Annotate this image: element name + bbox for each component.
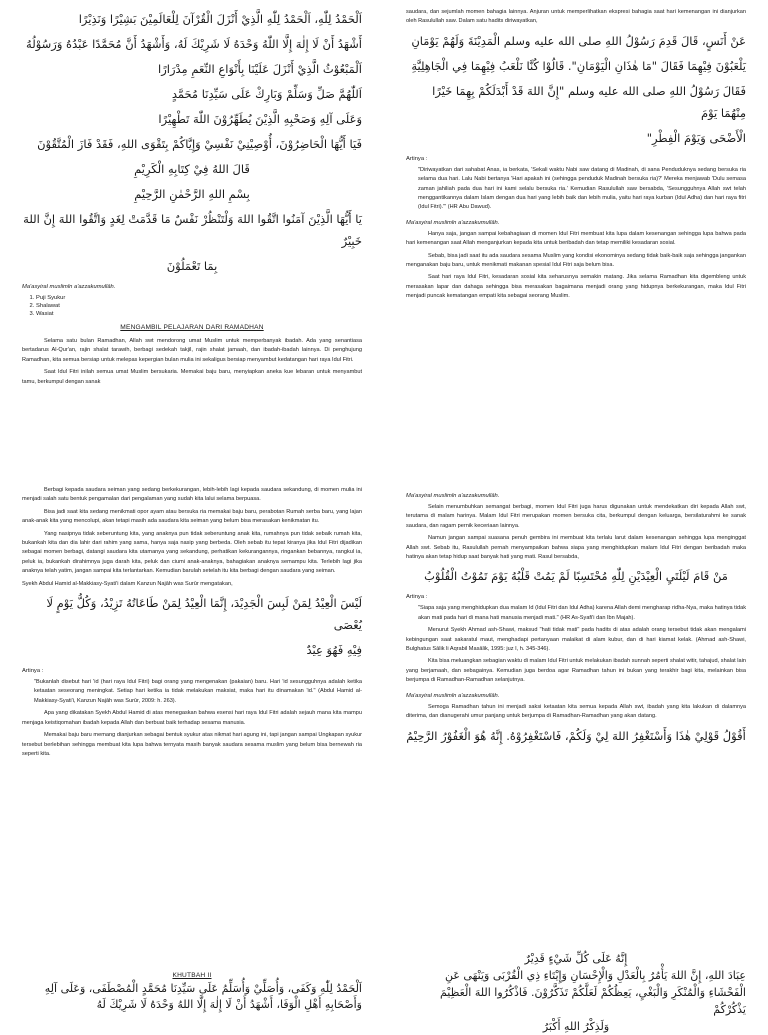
arabic-line: وَلَذِكْرُ اللهِ أَكْبَرُ bbox=[542, 1020, 610, 1033]
translation: "Bukanlah disebut hari 'id (hari raya Idul Fitri) bagi orang yang mengenakan (pakaian) baru. Hari 'id sesungguhnya adalah ketika ketaatan seseorang meningkat. Setiap hari ketika ia tidak melakukan maksiat, maka hari itu dinamakan 'id." (Abdul Hamid al-Makkiasy-Syati'i, Kanzun Najāh was Surūr, 2009: h. 263). bbox=[34, 679, 362, 704]
salutation: Ma'asyiral muslimīn a'azzakumullāh. bbox=[406, 493, 500, 499]
page-3 bbox=[0, 470, 384, 950]
arabic-line: الْفَحْشَاءِ وَالْمُنْكَرِ وَالْبَغْيِ، يَعِظُكُمْ لَعَلَّكُمْ تَذَكَّرُوْنَ. فَاذْكُرُوا اللهَ الْعَظِيْمَ يَذْكُرْكُمْ bbox=[439, 986, 746, 1016]
arabic-line: عِبَادَ اللهِ، إِنَّ اللهَ يَأْمُرُ بِالْعَدْلِ وَالْإِحْسَانِ وَإِيْتَاءِ ذِي الْقُرْبَى وَيَنْهَى عَنِ bbox=[445, 969, 746, 982]
arabic-line: بِمَا تَعْمَلُوْنَ bbox=[166, 259, 218, 273]
paragraph: Yang nasipnya tidak seberuntung kita, yang anaknya pun tidak seberuntung anak kita, rumahnya pun tidak sebaik rumah kita, bukankah kita dan dia lahir dari rahim yang sama, hanya saja nasip yang berbeda. Oleh sebab itu tepat kiranya jika Idul Fitri dijadikan sebagai momen berbagi, datangi saudara kita utamanya yang sekandung, perhatikan kekurangannya, ringankan bebannya, rangkul ia, peluk ia, bukankah dirahimnya juga darah kita, peluk dan ciumi anak-anaknya, bahagiakan anaknya semampu kita. Terlebih lagi jika anaknya telah yatim, jangan sampai kita terlantarkan. Kemudian barulah setelah itu kita berbagi dengan saudara yang seiman. bbox=[22, 530, 362, 575]
paragraph: Saat hari raya Idul Fitri, kesadaran sosial kita seharusnya semakin matang. Jika selama Ramadhan kita digembleng untuk merasakan lapar dan dahaga sehingga bisa merasakan bagaimana menjadi orang yang hidupnya berkekurangan, maka Idul Fitri menjadi puncak kematangan empati kita sebagai seorang Muslim. bbox=[406, 274, 746, 300]
paragraph: Hanya saja, jangan sampai kebahagiaan di momen Idul Fitri membuat kita lupa dalam kesenangan sehingga lupa bahwa pada hari kemenangan saat Allah menganjurkan kepada kita untuk beribadah dan tetap memiliki kesadaran sosial. bbox=[406, 230, 746, 247]
arabic-line: إِنَّهُ عَلَى كُلِّ شَيْءٍ قَدِيْرٌ bbox=[524, 952, 628, 965]
arabic-line: فِيْهِ فَهُوَ عِيْدٌ bbox=[306, 643, 362, 658]
page-2 bbox=[384, 0, 768, 470]
arabic-line: اَللّٰهُمَّ صَلِّ وَسَلِّمْ وَبَارِكْ عَلَى سَيِّدِنَا مُحَمَّدٍ bbox=[171, 87, 362, 101]
khutbah-2-right bbox=[406, 950, 746, 1035]
list-item: 3. Wasiat bbox=[36, 310, 362, 318]
paragraph: Menurut Syekh Ahmad ash-Shawi, maksud "hati tidak mati" pada hadits di atas adalah orang tersebut tidak akan mengalami kebingungan saat sakaratul maut, menghadapi pertanyaan malaikat di alam kubur, dan di hari kiamat kelak. (Ahmad ash-Shawi, Bulghatus Sālik li Aqrabil Masālik, 1995: juz I, h. 345-346). bbox=[406, 627, 746, 653]
paragraph: Apa yang dikatakan Syekh Abdul Hamid di atas menegaskan bahwa esensi hari raya Idul Fitri adalah sejauh mana kita mampu menjaga keistiqomahan ibadah kepada Allah dan berbuat baik terhadap sesama manusia. bbox=[22, 710, 362, 726]
salutation: Ma'asyiral muslimīn a'azzakumullāh. bbox=[406, 692, 500, 699]
salutation: Ma'asyiral muslimīn a'azzakumullāh. bbox=[406, 219, 500, 226]
section-heading: MENGAMBIL PELAJARAN DARI RAMADHAN bbox=[120, 324, 264, 331]
arabic-line: فَيَا أَيُّهَا الْحَاضِرُوْنَ، أُوْصِيْنِيْ نَفْسِيْ وَإِيَّاكُمْ بِتَقْوَى اللهِ، فَقَدْ فَازَ الْمُتَّقُوْنَ bbox=[37, 137, 362, 151]
arabic-line: لَيْسَ الْعِيْدُ لِمَنْ لَبِسَ الْجَدِيْدَ، إِنَّمَا الْعِيْدُ لِمَنْ طَاعَاتُهُ تَزِيْدُ، وَكُلُّ يَوْمٍ لَا يُعْصَى bbox=[46, 596, 362, 633]
salutation: Ma'asyiral muslimīn a'azzakumullāh. bbox=[22, 284, 116, 290]
arabic-line: وَأَصْحَابِهِ أَهْلِ الْوَفَا، أَشْهَدُ أَنْ لَا إِلٰهَ إِلَّا اللهُ وَحْدَهُ لَا شَرِيْكَ لَهُ bbox=[96, 998, 362, 1011]
paragraph: Syekh Abdul Hamid al-Makkiasy-Syati'i dalam Kanzun Najāh was Surūr mengatakan, bbox=[22, 580, 233, 587]
artinya-label: Artinya : bbox=[22, 668, 44, 675]
paragraph: saudara, dan sejumlah momen bahagia lainnya. Anjuran untuk memperlihatkan ekspresi bahagia saat hari kemenangan ini dianjurkan oleh Rasulullah saw. Dalam satu hadits diriwayatkan, bbox=[406, 9, 746, 25]
paragraph: Kita bisa meluangkan sebagian waktu di malam Idul Fitri untuk melakukan ibadah sunnah seperti shalat witir, tahajud, shalat lain yang berjamaah, dan sebagainya. Kemudian juga berdoa agar Ramadhan tahun ini bukan yang terakhir bagi kita, melainkan bisa berjumpa di Ramadhan-Ramadhan selanjutnya. bbox=[406, 658, 746, 684]
arabic-line: عَنْ أَنَسٍ، قَالَ قَدِمَ رَسُوْلُ اللهِ صلى الله عليه وسلم الْمَدِيْنَةَ وَلَهُمْ يَوْمَانِ bbox=[411, 33, 746, 48]
arabic-line: الْأَضْحَى وَيَوْمَ الْفِطْرِ" bbox=[646, 130, 746, 145]
outline-list bbox=[36, 294, 362, 318]
arabic-line: أَقُوْلُ قَوْلِيْ هٰذَا وَأَسْتَغْفِرُ اللهَ لِيْ وَلَكُمْ، فَاسْتَغْفِرُوْهُ. إِنَّهُ هُوَ الْغَفُوْرُ الرَّحِيْمُ bbox=[406, 728, 746, 743]
paragraph: Berbagi kepada saudara seiman yang sedang berkekurangan, lebih-lebih lagi kepada saudara sekandung, di momen mulia ini menjadi salah satu bentuk pengamalan dari pengalaman yang sudah kita lalui selama berpuasa. bbox=[22, 487, 362, 503]
page-5 bbox=[0, 950, 768, 1033]
arabic-line: قَالَ اللهُ فِيْ كِتَابِهِ الْكَرِيْمِ bbox=[134, 162, 250, 176]
section-heading: KHUTBAH II bbox=[172, 972, 212, 979]
list-item: 1. Puji Syukur bbox=[36, 294, 362, 302]
arabic-line: مَنْ قَامَ لَيْلَتَيِ الْعِيْدَيْنِ لِلّٰهِ مُحْتَسِبًا لَمْ يَمُتْ قَلْبُهُ يَوْمَ تَمُوْتُ الْقُلُوْبُ bbox=[424, 569, 728, 584]
arabic-line: أَشْهَدُ أَنْ لَا إِلٰهَ إِلَّا اللّٰهُ وَحْدَهُ لَا شَرِيْكَ لَهُ، وَأَشْهَدُ أَنَّ مُحَمَّدًا عَبْدُهُ وَرَسُوْلُهُ bbox=[26, 37, 362, 51]
paragraph: Saat Idul Fitri inilah semua umat Muslim bersukaria. Memakai baju baru, menyiapkan aneka kue lebaran untuk menyambut tamu, berkumpul dengan sanak bbox=[22, 369, 362, 385]
arabic-line: يَا أَيُّهَا الَّذِيْنَ آمَنُوا اتَّقُوا اللهَ وَلْتَنْظُرْ نَفْسٌ مَا قَدَّمَتْ لِغَدٍ وَاتَّقُوا اللهَ إِنَّ اللهَ خَبِيْرٌ bbox=[23, 212, 362, 248]
khutbah-2-left bbox=[22, 972, 362, 1013]
arabic-line: اَلْمَبْعُوْثُ الَّذِيْ أَنْزَلَ عَلَيْنَا بِأَنْوَاعِ النِّعَمِ مِدْرَارًا bbox=[158, 62, 362, 76]
arabic-line: بِسْمِ اللهِ الرَّحْمٰنِ الرَّحِيْمِ bbox=[134, 187, 250, 201]
arabic-line: اَلْحَمْدُ لِلّٰهِ، اَلْحَمْدُ لِلّٰهِ الَّذِيْ أَنْزَلَ الْقُرْآنَ لِلْعَالَمِيْنَ بَشِيْرًا وَنَذِيْرًا bbox=[78, 12, 362, 26]
artinya-label: Artinya : bbox=[406, 594, 428, 601]
artinya-label: Artinya : bbox=[406, 155, 428, 162]
translation: "Diriwayatkan dari sahabat Anas, ia berkata, 'Sekali waktu Nabi saw datang di Madinah, di sana Penduduknya sedang bersuka ria selama dua hari. Lalu Nabi bertanya 'Hari apakah ini (sehingga penduduk Madinah bersuka ria)?' Mereka menjawab 'Dulu semasa zaman jahiliah pada dua hari ini kami selalu bersuka ria.' Kemudian Rasulullah saw bersabda, 'Sesungguhnya Allah swt telah menggantikannya dalam Islam dengan dua hari yang lebih baik dan lebih mulia, yaitu hari raya kurban (Idul Adha) dan hari raya fitri (Idul Fitri).'" (HR Abu Dawud). bbox=[418, 166, 746, 211]
paragraph: Selain menumbuhkan semangat berbagi, momen Idul Fitri juga harus digunakan untuk mendekatkan diri kepada Allah swt, terutama di malam harinya. Malam Idul Fitri merupakan momen bersuka cita, berkumpul dengan keluarga, bersilaturahmi ke sanak saudara, dan ragam pernik keceriaan lainnya. bbox=[406, 504, 746, 529]
arabic-line: فَقَالَ رَسُوْلُ اللهِ صلى الله عليه وسلم "إِنَّ اللهَ قَدْ أَبْدَلَكُمْ بِهِمَا خَيْرًا مِنْهُمَا يَوْمَ bbox=[432, 83, 746, 120]
paragraph: Bisa jadi saat kita sedang menikmati opor ayam atau bersuka ria memakai baju baru, perabotan Rumah serba baru, yang lajan anak-anak kita yang mencolupi, akan tetapi masih ada saudara kita seiman yang belum bisa merasakan kenikmatan itu. bbox=[22, 508, 362, 525]
arabic-line: وَعَلَى آلِهِ وَصَحْبِهِ الَّذِيْنَ يُطَهِّرُوْنَ اللّٰهَ تَطْهِيْرًا bbox=[158, 112, 362, 126]
arabic-line: يَلْعَبُوْنَ فِيْهِمَا فَقَالَ "مَا هٰذَانِ الْيَوْمَانِ". قَالُوْا كُنَّا نَلْعَبُ فِيْهِمَا فِي الْجَاهِلِيَّةِ bbox=[411, 58, 746, 73]
list-item: 2. Shalawat bbox=[36, 302, 362, 310]
page-1 bbox=[0, 0, 384, 470]
paragraph: Selama satu bulan Ramadhan, Allah swt mendorong umat Muslim untuk memperbanyak ibadah. Ada yang senantiasa bertadarus Al-Qur'an, rajin shalat tarawih, berbagi sedekah takjil, rajin shalat jamaah, dan ibadah-ibadah lainnya. Di penghujung Ramadhan, kita semua bersiap untuk melepas kepergian bulan mulia ini sekaligus bersiap menyambut kedatangan hari raya Idul Fitri. bbox=[22, 338, 362, 363]
paragraph: Namun jangan sampai suasana penuh gembira ini membuat kita terlalu larut dalam kesenangan sehingga lupa menginggat Allah swt. Sebab itu, Rasulullah pernah menyampaikan bahwa siapa yang menghidupkan malam Idul Fitri dengan beribadah maka hatinya akan tetap hidup saat banyak hati yang mati. Rasul bersabda, bbox=[406, 535, 746, 561]
paragraph: Memakai baju baru memang dianjurkan sebagai bentuk syukur atas nikmat hari agung ini, tapi jangan sampai Ungkapan syukur tersebut berlebihan sehingga membuat kita lupa bahwa ternyata masih banyak saudara sesama muslim yang belum bisa bernewah ria seperti kita. bbox=[22, 732, 362, 757]
page-4 bbox=[384, 470, 768, 950]
paragraph: Sebab, bisa jadi saat itu ada saudara sesama Muslim yang kondisi ekonominya sedang tidak baik-baik saja sehingga jangankan menganakan baju baru, untuk menikmati makanan spesial Idul Fitri saja belum bisa. bbox=[406, 252, 746, 269]
translation: "Siapa saja yang menghidupkan dua malam Id (Idul Fitri dan Idul Adha) karena Allah demi mengharap ridha-Nya, maka hatinya tidak akan mati pada hari di mana hati manusia menjadi mati." (HR As-Syafi'i dan Ibn Majah). bbox=[418, 605, 746, 621]
arabic-line: اَلْحَمْدُ لِلّٰهِ وَكَفَى، وَأُصَلِّيْ وَأُسَلِّمُ عَلَى سَيِّدِنَا مُحَمَّدٍ الْمُصْطَفَى، وَعَلَى آلِهِ bbox=[44, 982, 362, 995]
paragraph: Semoga Ramadhan tahun ini menjadi saksi ketaatan kita semua kepada Allah swt, ibadah yang kita lakukan di dalamnya diterima, dan dianugerahi umur panjang untuk berjumpa di Ramadhan-Ramadhan yang akan datang. bbox=[406, 703, 746, 720]
